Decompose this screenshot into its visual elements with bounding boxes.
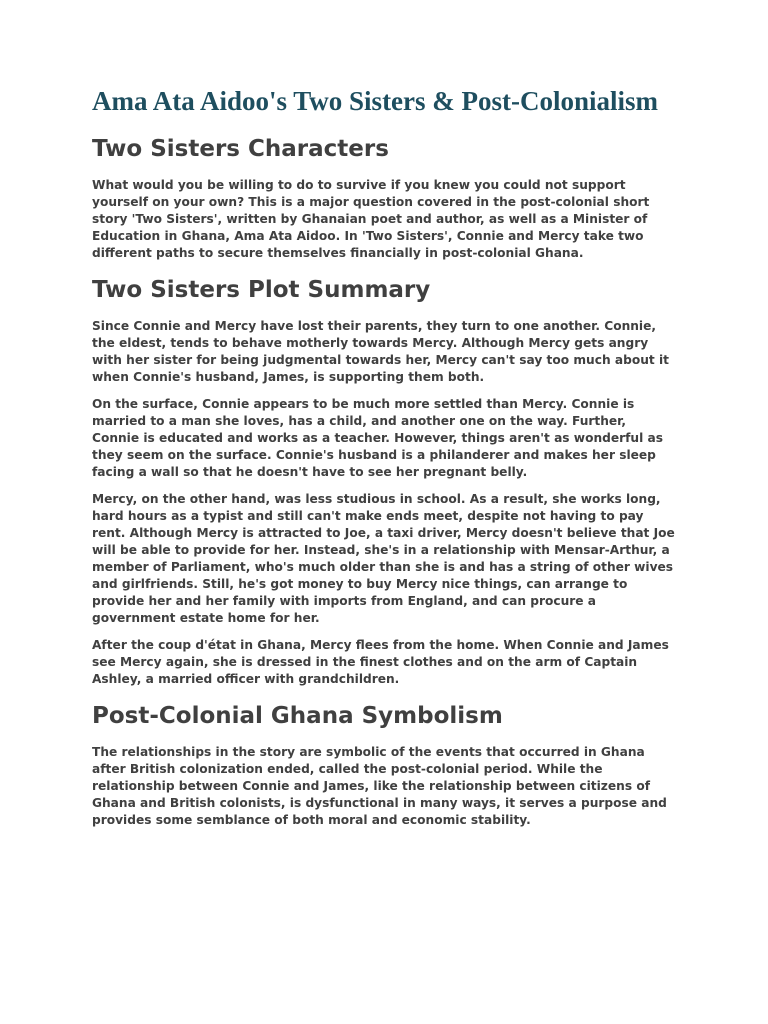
section-heading: Two Sisters Characters [92, 136, 389, 162]
section-heading: Post-Colonial Ghana Symbolism [92, 703, 503, 729]
section-characters [92, 135, 676, 262]
paragraph: What would you be willing to do to survive if you knew you could not support yourself on your own? This is a major question covered in the post-colonial short story 'Two Sisters', written by Ghanaian poet and author, as well as a Minister of Education in Ghana, Ama Ata Aidoo. In 'Two Sisters', Connie and Mercy take two different paths to secure themselves financially in post-colonial Ghana. [92, 178, 650, 260]
section-symbolism [92, 702, 676, 829]
section-heading: Two Sisters Plot Summary [92, 277, 431, 303]
section-plot-summary [92, 276, 676, 688]
paragraph: On the surface, Connie appears to be much more settled than Mercy. Connie is married to a man she loves, has a child, and another one on the way. Further, Connie is educated and works as a teacher. However, things aren't as wonderful as they seem on the surface. Connie's husband is a philanderer and makes her sleep facing a wall so that he doesn't have to see her pregnant belly. [92, 397, 663, 479]
paragraph: After the coup d'état in Ghana, Mercy flees from the home. When Connie and James see Mercy again, she is dressed in the finest clothes and on the arm of Captain Ashley, a married officer with grandchildren. [92, 638, 669, 686]
paragraph: Since Connie and Mercy have lost their parents, they turn to one another. Connie, the eldest, tends to behave motherly towards Mercy. Although Mercy gets angry with her sister for being judgmental towards her, Mercy can't say too much about it when Connie's husband, James, is supporting them both. [92, 319, 669, 384]
paragraph: The relationships in the story are symbolic of the events that occurred in Ghana after British colonization ended, called the post-colonial period. While the relationship between Connie and James, like the relationship between citizens of Ghana and British colonists, is dysfunctional in many ways, it serves a purpose and provides some semblance of both moral and economic stability. [92, 745, 667, 827]
page-title: Ama Ata Aidoo's Two Sisters & Post-Colonialism [92, 86, 659, 116]
paragraph: Mercy, on the other hand, was less studious in school. As a result, she works long, hard hours as a typist and still can't make ends meet, despite not having to pay rent. Although Mercy is attracted to Joe, a taxi driver, Mercy doesn't believe that Joe will be able to provide for her. Instead, she's in a relationship with Mensar-Arthur, a member of Parliament, who's much older than she is and has a string of other wives and girlfriends. Still, he's got money to buy Mercy nice things, can arrange to provide her and her family with imports from England, and can procure a government estate home for her. [92, 492, 675, 625]
